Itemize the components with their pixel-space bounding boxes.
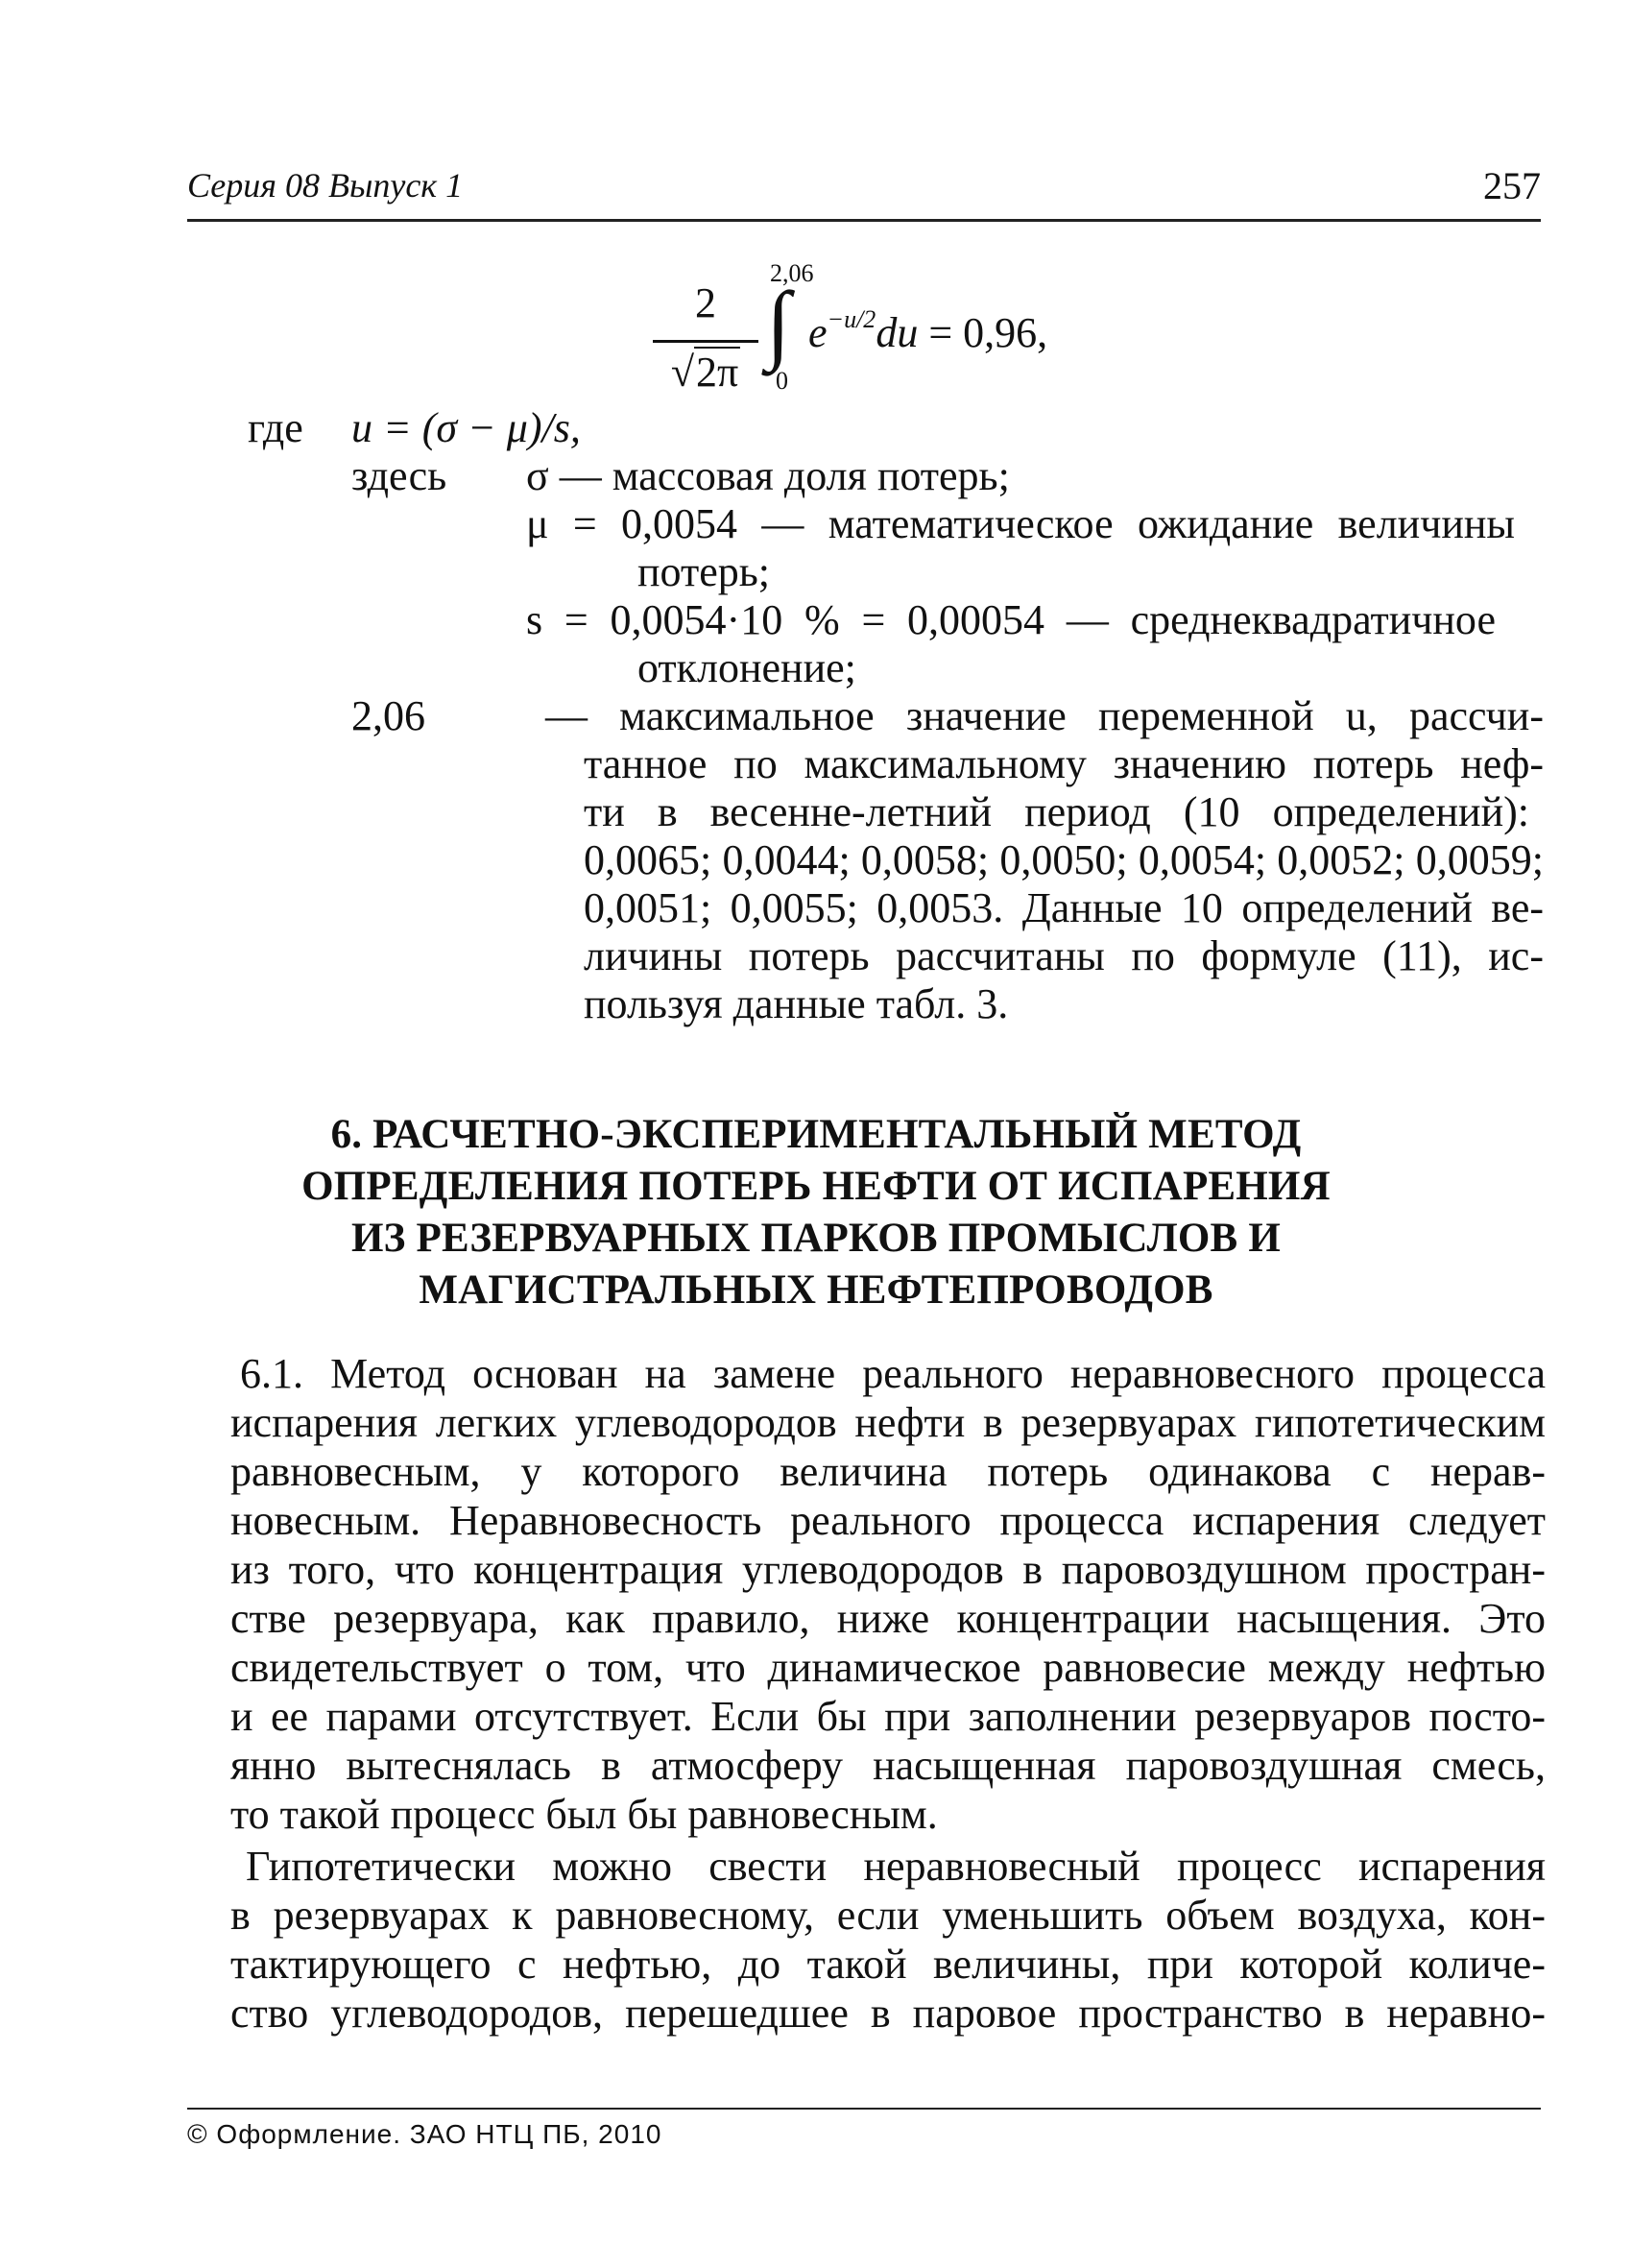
value-label: 2,06 [351, 692, 425, 739]
integral-lower-limit: 0 [776, 367, 788, 395]
s-definition-cont: отклонение; [637, 644, 856, 691]
paragraph-line: из того, что концентрация углеводородов в паровоздушном простран- [230, 1546, 1546, 1593]
paragraph-line: новесным. Неравновесность реального процесса испарения следует [230, 1497, 1546, 1544]
paragraph-line: 6.1. Метод основан на замене реального неравновесного процесса [240, 1350, 1546, 1397]
paragraph-line: в резервуарах к равновесному, если уменьшить объем воздуха, кон- [230, 1892, 1546, 1939]
value-line-6: личины потерь рассчитаны по формуле (11), ис- [584, 932, 1544, 979]
paragraph-line: испарения легких углеводородов нефти в резервуарах гипотетическим [230, 1399, 1546, 1446]
sqrt-symbol: √ [670, 349, 694, 396]
footer-divider [187, 2108, 1541, 2110]
integrand-tail: du [876, 309, 919, 356]
paragraph-line: ство углеводородов, перешедшее в паровое пространство в неравно- [230, 1990, 1546, 2037]
radicand: 2π [695, 349, 739, 396]
value-line-4: 0,0065; 0,0044; 0,0058; 0,0050; 0,0054; 0,0052; 0,0059; [584, 836, 1544, 883]
section-title-line: ОПРЕДЕЛЕНИЯ ПОТЕРЬ НЕФТИ ОТ ИСПАРЕНИЯ [301, 1164, 1331, 1209]
integral-sign: ∫ [766, 274, 791, 372]
footer-copyright: © Оформление. ЗАО НТЦ ПБ, 2010 [187, 2119, 662, 2149]
page-header [187, 163, 1541, 222]
integral-formula [634, 259, 1171, 403]
mu-definition-cont: потерь; [637, 548, 771, 595]
series-label: Серия 08 Выпуск 1 [187, 166, 464, 205]
paragraph-line: и ее парами отсутствует. Если бы при заполнении резервуаров посто- [230, 1693, 1546, 1740]
paragraph-line: Гипотетически можно свести неравновесный процесс испарения [246, 1843, 1546, 1890]
where-expression: u = (σ − μ)/s, [351, 404, 581, 451]
paragraph-line: то такой процесс был бы равновесным. [230, 1791, 938, 1838]
paragraph-line: стве резервуара, как правило, ниже концентрации насыщения. Это [230, 1595, 1546, 1642]
value-line-2: танное по максимальному значению потерь неф- [584, 740, 1544, 787]
formula-result: = 0,96, [928, 309, 1048, 356]
value-line-3: ти в весенне-летний период (10 определений): [584, 788, 1529, 835]
paragraph-line: равновесным, у которого величина потерь одинакова с нерав- [230, 1448, 1546, 1495]
fraction-denominator [653, 348, 758, 397]
paragraph-line: тактирующего с нефтью, до такой величины, при которой количе- [230, 1941, 1546, 1988]
integrand-base: e [808, 309, 828, 356]
paragraph-2 [230, 1842, 1546, 2038]
value-line-1: — максимальное значение переменной u, рассчи- [545, 692, 1544, 739]
sigma-definition: σ — массовая доля потерь; [526, 452, 1010, 499]
fraction-bar [653, 340, 758, 343]
section-title-line: 6. РАСЧЕТНО-ЭКСПЕРИМЕНТАЛЬНЫЙ МЕТОД [330, 1112, 1302, 1157]
paragraph-line: янно вытеснялась в атмосферу насыщенная паровоздушная смесь, [230, 1742, 1546, 1789]
integrand-exponent: −u/2 [827, 305, 876, 333]
paragraph-line: свидетельствует о том, что динамическое равновесие между нефтью [230, 1644, 1546, 1691]
here-label: здесь [351, 452, 447, 499]
section-title [250, 1109, 1382, 1316]
value-line-7: пользуя данные табл. 3. [584, 980, 1009, 1027]
section-title-line: ИЗ РЕЗЕРВУАРНЫХ ПАРКОВ ПРОМЫСЛОВ И [351, 1216, 1281, 1261]
integral-upper-limit: 2,06 [770, 259, 814, 287]
where-label: где [248, 404, 303, 451]
mu-definition: μ = 0,0054 — математическое ожидание величины [526, 500, 1515, 547]
value-line-5: 0,0051; 0,0055; 0,0053. Данные 10 определений ве- [584, 884, 1544, 931]
s-definition: s = 0,0054·10 % = 0,00054 — среднеквадратичное [526, 596, 1496, 643]
page-number: 257 [1483, 164, 1541, 207]
paragraph-6-1 [230, 1349, 1546, 1839]
integrand [808, 305, 1047, 357]
section-title-line: МАГИСТРАЛЬНЫХ НЕФТЕПРОВОДОВ [419, 1267, 1213, 1313]
fraction-numerator: 2 [695, 279, 716, 326]
